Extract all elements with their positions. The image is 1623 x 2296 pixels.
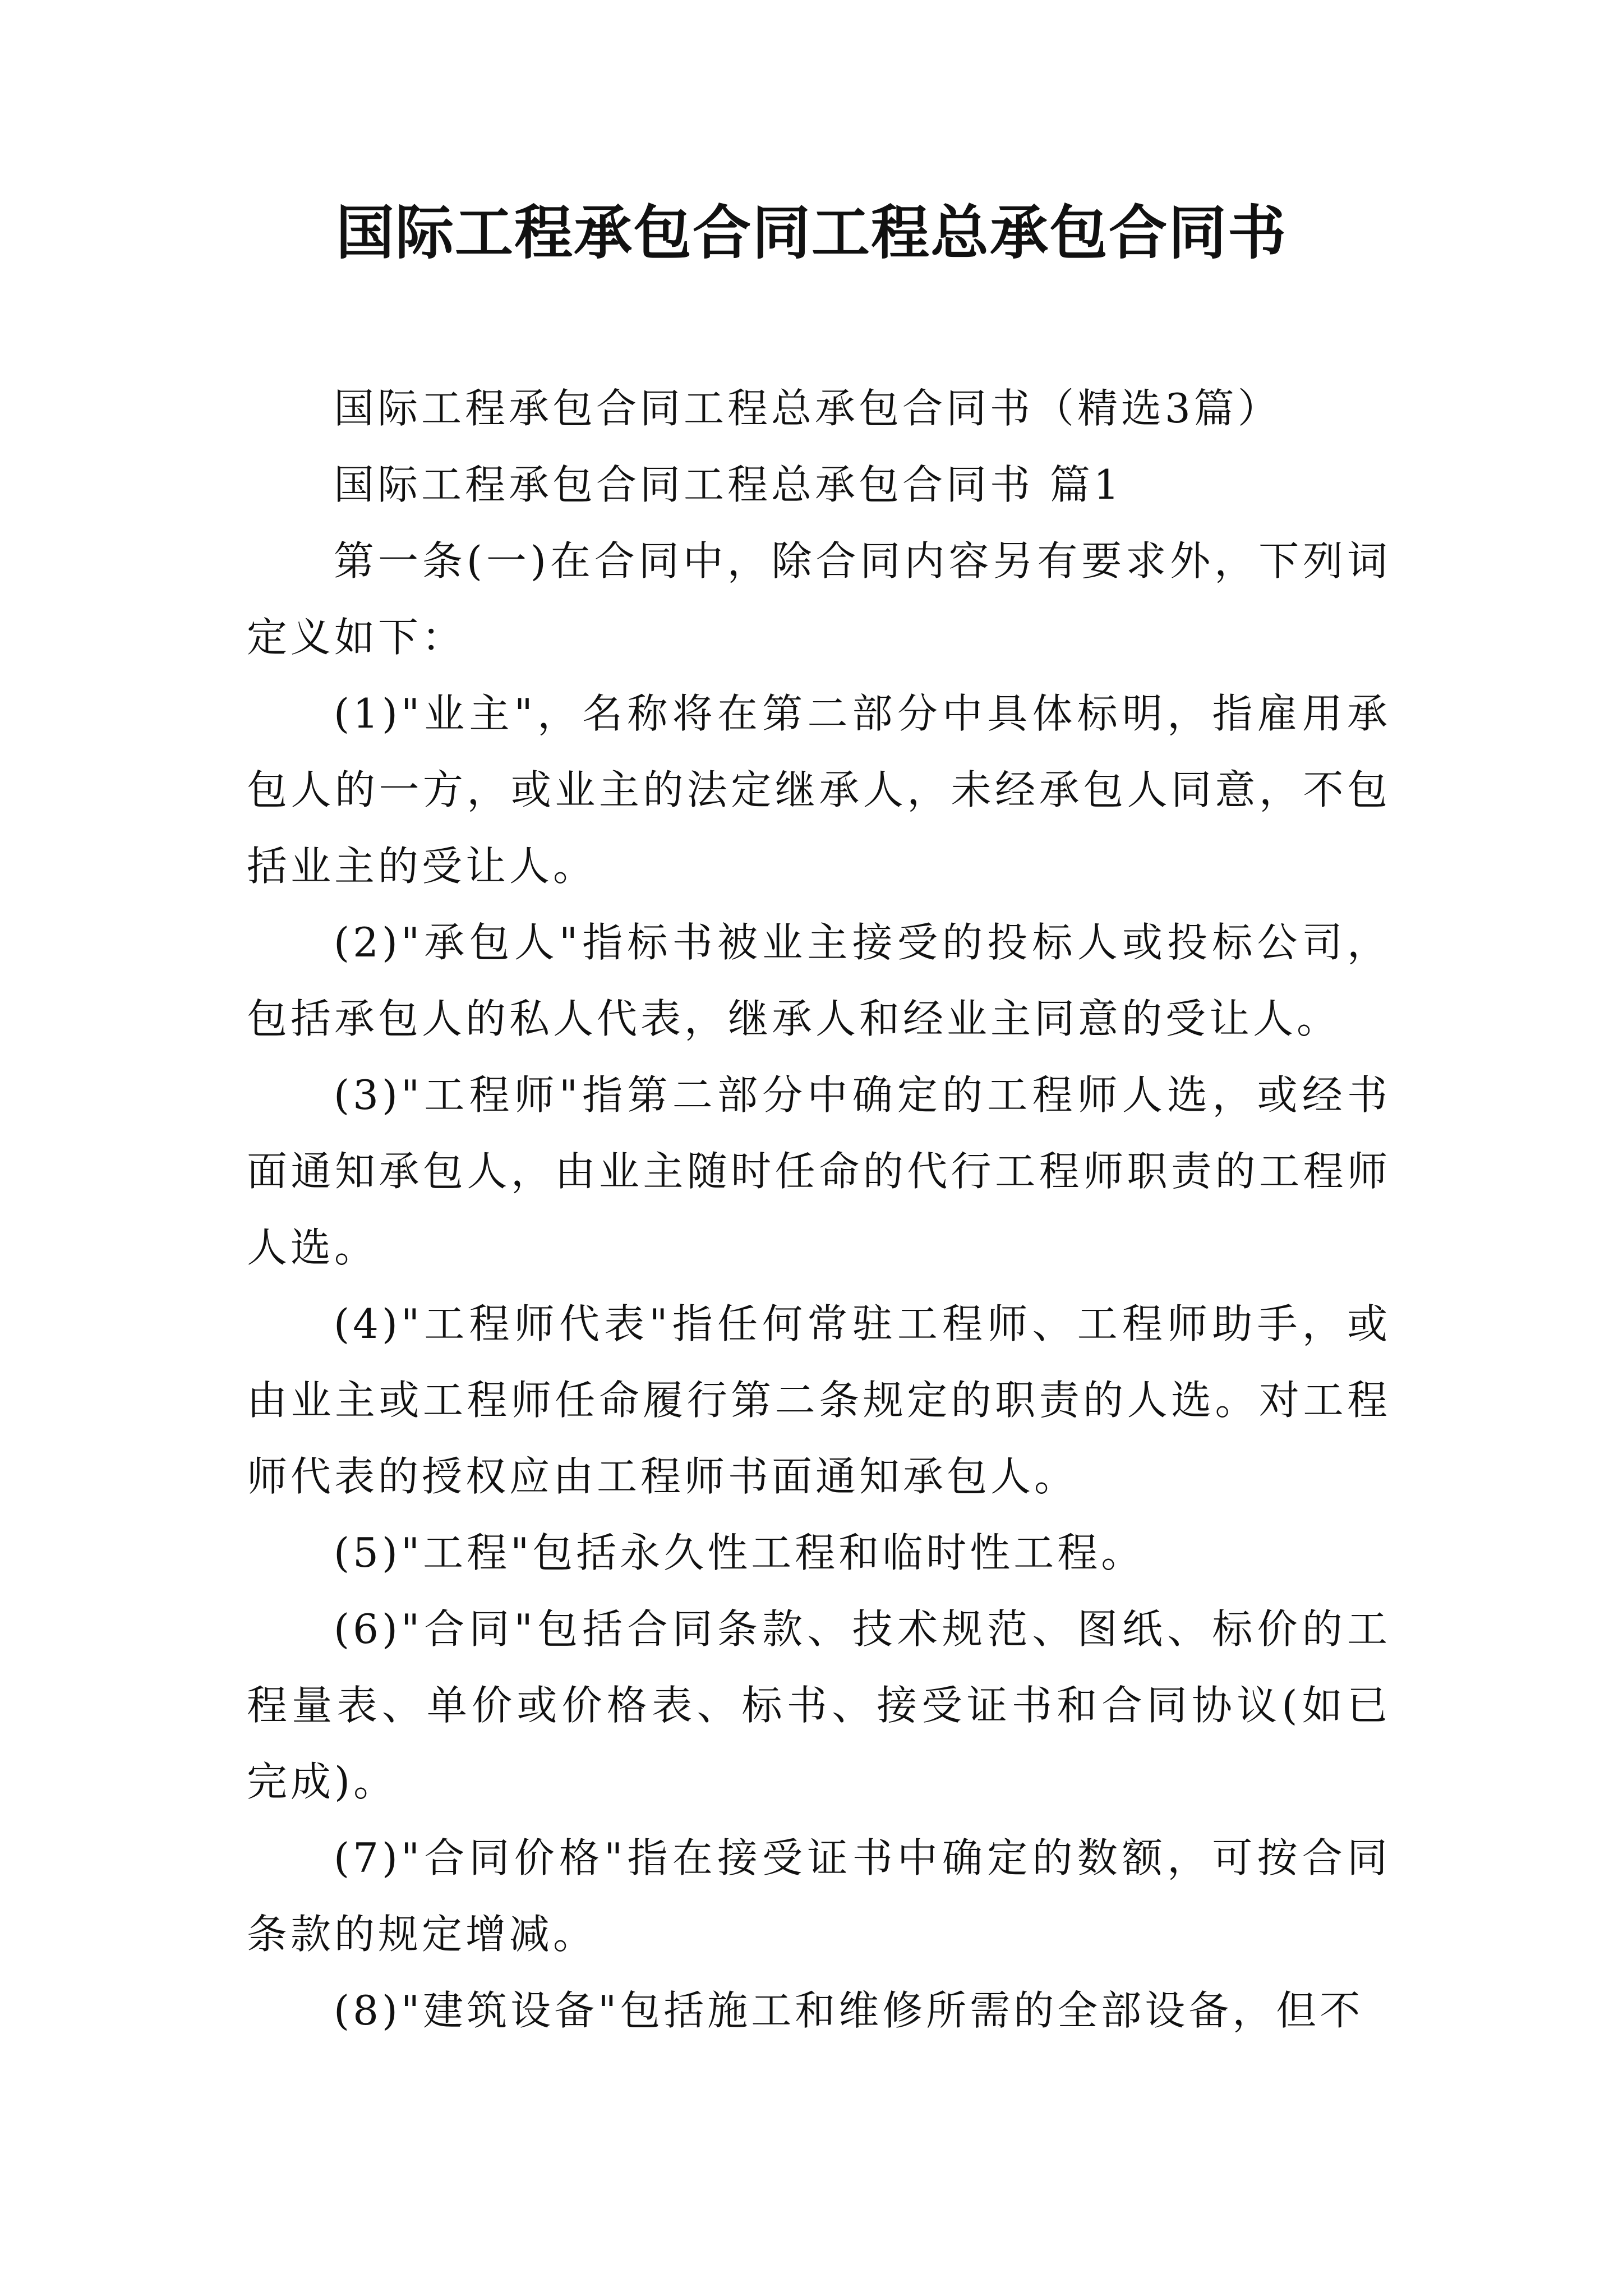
paragraph-section-heading: 国际工程承包合同工程总承包合同书 篇1 bbox=[334, 461, 1123, 508]
paragraph-definition-works: (5)"工程"包括永久性工程和临时性工程。 bbox=[334, 1529, 1145, 1576]
paragraph-definition-owner: (1)"业主"，名称将在第二部分中具体标明，指雇用承包人的一方，或业主的法定继承人，未经承包人同意，不包括业主的受让人。 bbox=[247, 690, 1391, 890]
paragraph-definition-contract: (6)"合同"包括合同条款、技术规范、图纸、标价的工程量表、单价或价格表、标书、接受证书和合同协议(如已完成)。 bbox=[247, 1605, 1391, 1805]
paragraph-definition-contract-price: (7)"合同价格"指在接受证书中确定的数额，可按合同条款的规定增减。 bbox=[247, 1834, 1391, 1958]
document-title: 国际工程承包合同工程总承包合同书 bbox=[335, 198, 1287, 267]
paragraph-definition-engineer-rep: (4)"工程师代表"指任何常驻工程师、工程师助手，或由业主或工程师任命履行第二条规定的职责的人选。对工程师代表的授权应由工程师书面通知承包人。 bbox=[247, 1300, 1391, 1500]
paragraph-definition-engineer: (3)"工程师"指第二部分中确定的工程师人选，或经书面通知承包人，由业主随时任命的代行工程师职责的工程师人选。 bbox=[247, 1071, 1391, 1271]
document-body bbox=[247, 370, 1391, 2049]
paragraph-subtitle: 国际工程承包合同工程总承包合同书（精选3篇） bbox=[334, 385, 1281, 432]
paragraph-article-1: 第一条(一)在合同中，除合同内容另有要求外，下列词定义如下： bbox=[247, 537, 1391, 661]
paragraph-definition-contractor: (2)"承包人"指标书被业主接受的投标人或投标公司，包括承包人的私人代表，继承人和经业主同意的受让人。 bbox=[247, 919, 1391, 1042]
paragraph-definition-equipment: (8)"建筑设备"包括施工和维修所需的全部设备，但不 bbox=[334, 1987, 1364, 2034]
